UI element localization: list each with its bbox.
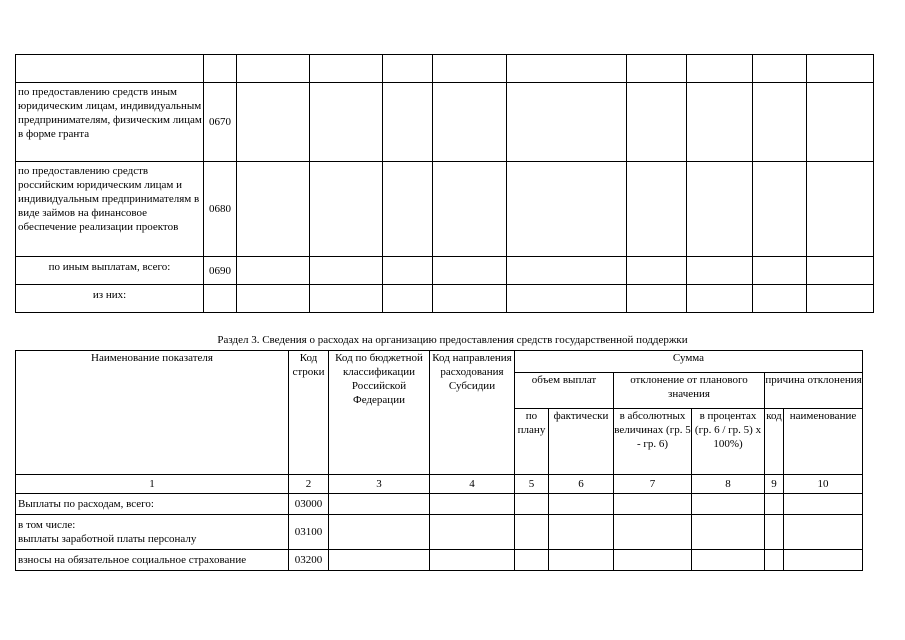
empty-cell bbox=[549, 494, 614, 515]
empty-cell bbox=[687, 55, 753, 83]
header-line-code: Код строки bbox=[289, 351, 329, 475]
empty-cell bbox=[627, 257, 687, 285]
empty-cell bbox=[433, 285, 507, 313]
header-row bbox=[16, 351, 863, 373]
empty-cell bbox=[692, 494, 765, 515]
empty-cell bbox=[515, 494, 549, 515]
table-row bbox=[16, 515, 863, 550]
header-reason-name: наименование bbox=[784, 409, 863, 475]
column-number: 2 bbox=[289, 475, 329, 494]
empty-cell bbox=[687, 162, 753, 257]
empty-cell bbox=[507, 162, 627, 257]
empty-cell bbox=[807, 257, 874, 285]
row-label: по иным выплатам, всего: bbox=[16, 257, 204, 285]
empty-cell bbox=[383, 257, 433, 285]
column-number: 10 bbox=[784, 475, 863, 494]
section-title: Раздел 3. Сведения о расходах на организацию предоставления средств государственной поддержки bbox=[217, 334, 688, 346]
row-label: по предоставлению средств российским юридическим лицам и индивидуальным предпринимателям в виде займов на финансовое обеспечение реализации проектов bbox=[16, 162, 204, 257]
column-number: 1 bbox=[16, 475, 289, 494]
column-number: 5 bbox=[515, 475, 549, 494]
empty-cell bbox=[765, 550, 784, 571]
empty-cell bbox=[753, 285, 807, 313]
empty-cell bbox=[433, 257, 507, 285]
row-label: из них: bbox=[16, 285, 204, 313]
empty-cell bbox=[433, 162, 507, 257]
empty-cell bbox=[549, 515, 614, 550]
empty-cell bbox=[430, 550, 515, 571]
empty-cell bbox=[383, 83, 433, 162]
empty-cell bbox=[383, 162, 433, 257]
column-number: 8 bbox=[692, 475, 765, 494]
empty-cell bbox=[507, 83, 627, 162]
empty-cell bbox=[753, 55, 807, 83]
empty-cell bbox=[807, 83, 874, 162]
empty-cell bbox=[614, 494, 692, 515]
row-label: Выплаты по расходам, всего: bbox=[16, 494, 289, 515]
row-code: 0680 bbox=[204, 162, 237, 257]
row-label: по предоставлению средств иным юридическим лицам, индивидуальным предпринимателям, физическим лицам в форме гранта bbox=[16, 83, 204, 162]
empty-cell bbox=[614, 550, 692, 571]
empty-cell bbox=[692, 515, 765, 550]
empty-cell bbox=[329, 494, 430, 515]
header-direction-code: Код направления расходования Субсидии bbox=[430, 351, 515, 475]
empty-cell bbox=[692, 550, 765, 571]
row-code: 03200 bbox=[289, 550, 329, 571]
empty-cell bbox=[614, 515, 692, 550]
empty-cell bbox=[515, 515, 549, 550]
column-number: 3 bbox=[329, 475, 430, 494]
header-reason: причина отклонения bbox=[765, 373, 863, 409]
empty-cell bbox=[329, 550, 430, 571]
header-by-plan: по плану bbox=[515, 409, 549, 475]
empty-cell bbox=[784, 550, 863, 571]
row-code bbox=[204, 55, 237, 83]
header-actual: фактически bbox=[549, 409, 614, 475]
row-label-line: выплаты заработной платы персоналу bbox=[18, 533, 197, 545]
empty-cell bbox=[784, 494, 863, 515]
empty-cell bbox=[310, 285, 383, 313]
row-code: 0690 bbox=[204, 257, 237, 285]
empty-cell bbox=[507, 285, 627, 313]
empty-cell bbox=[430, 515, 515, 550]
empty-cell bbox=[507, 257, 627, 285]
empty-cell bbox=[433, 83, 507, 162]
header-volume: объем выплат bbox=[515, 373, 614, 409]
empty-cell bbox=[807, 55, 874, 83]
section3-table bbox=[15, 350, 863, 571]
empty-cell bbox=[753, 257, 807, 285]
empty-cell bbox=[765, 494, 784, 515]
empty-cell bbox=[549, 550, 614, 571]
empty-cell bbox=[383, 285, 433, 313]
empty-cell bbox=[237, 55, 310, 83]
empty-cell bbox=[383, 55, 433, 83]
empty-cell bbox=[237, 285, 310, 313]
header-code: код bbox=[765, 409, 784, 475]
empty-cell bbox=[687, 257, 753, 285]
row-code: 03000 bbox=[289, 494, 329, 515]
empty-cell bbox=[310, 257, 383, 285]
empty-cell bbox=[310, 83, 383, 162]
row-code bbox=[204, 285, 237, 313]
table-row bbox=[16, 285, 874, 313]
row-label: взносы на обязательное социальное страхование bbox=[16, 550, 289, 571]
empty-cell bbox=[753, 83, 807, 162]
empty-cell bbox=[430, 494, 515, 515]
empty-cell bbox=[433, 55, 507, 83]
table-row bbox=[16, 550, 863, 571]
column-number: 7 bbox=[614, 475, 692, 494]
empty-cell bbox=[627, 162, 687, 257]
table-row bbox=[16, 257, 874, 285]
empty-cell bbox=[627, 83, 687, 162]
empty-cell bbox=[329, 515, 430, 550]
table-row bbox=[16, 83, 874, 162]
row-label bbox=[16, 55, 204, 83]
row-code: 03100 bbox=[289, 515, 329, 550]
header-absolute: в абсолютных величинах (гр. 5 - гр. 6) bbox=[614, 409, 692, 475]
empty-cell bbox=[237, 83, 310, 162]
empty-cell bbox=[687, 83, 753, 162]
header-budget-code: Код по бюджетной классификации Российской Федерации bbox=[329, 351, 430, 475]
header-name: Наименование показателя bbox=[16, 351, 289, 475]
table-row bbox=[16, 494, 863, 515]
column-number: 4 bbox=[430, 475, 515, 494]
column-number-row bbox=[16, 475, 863, 494]
empty-cell bbox=[310, 162, 383, 257]
empty-cell bbox=[784, 515, 863, 550]
empty-cell bbox=[765, 515, 784, 550]
column-number: 6 bbox=[549, 475, 614, 494]
empty-cell bbox=[807, 162, 874, 257]
top-table bbox=[15, 54, 874, 313]
empty-cell bbox=[507, 55, 627, 83]
empty-cell bbox=[237, 257, 310, 285]
empty-cell bbox=[687, 285, 753, 313]
empty-cell bbox=[807, 285, 874, 313]
table-row bbox=[16, 162, 874, 257]
row-label-line: в том числе: bbox=[18, 519, 76, 531]
empty-cell bbox=[237, 162, 310, 257]
row-code: 0670 bbox=[204, 83, 237, 162]
row-label bbox=[16, 515, 289, 550]
empty-cell bbox=[310, 55, 383, 83]
header-deviation: отклонение от планового значения bbox=[614, 373, 765, 409]
table-row bbox=[16, 55, 874, 83]
column-number: 9 bbox=[765, 475, 784, 494]
empty-cell bbox=[753, 162, 807, 257]
empty-cell bbox=[627, 55, 687, 83]
empty-cell bbox=[627, 285, 687, 313]
empty-cell bbox=[515, 550, 549, 571]
header-percent: в процентах (гр. 6 / гр. 5) x 100%) bbox=[692, 409, 765, 475]
header-sum: Сумма bbox=[515, 351, 863, 373]
